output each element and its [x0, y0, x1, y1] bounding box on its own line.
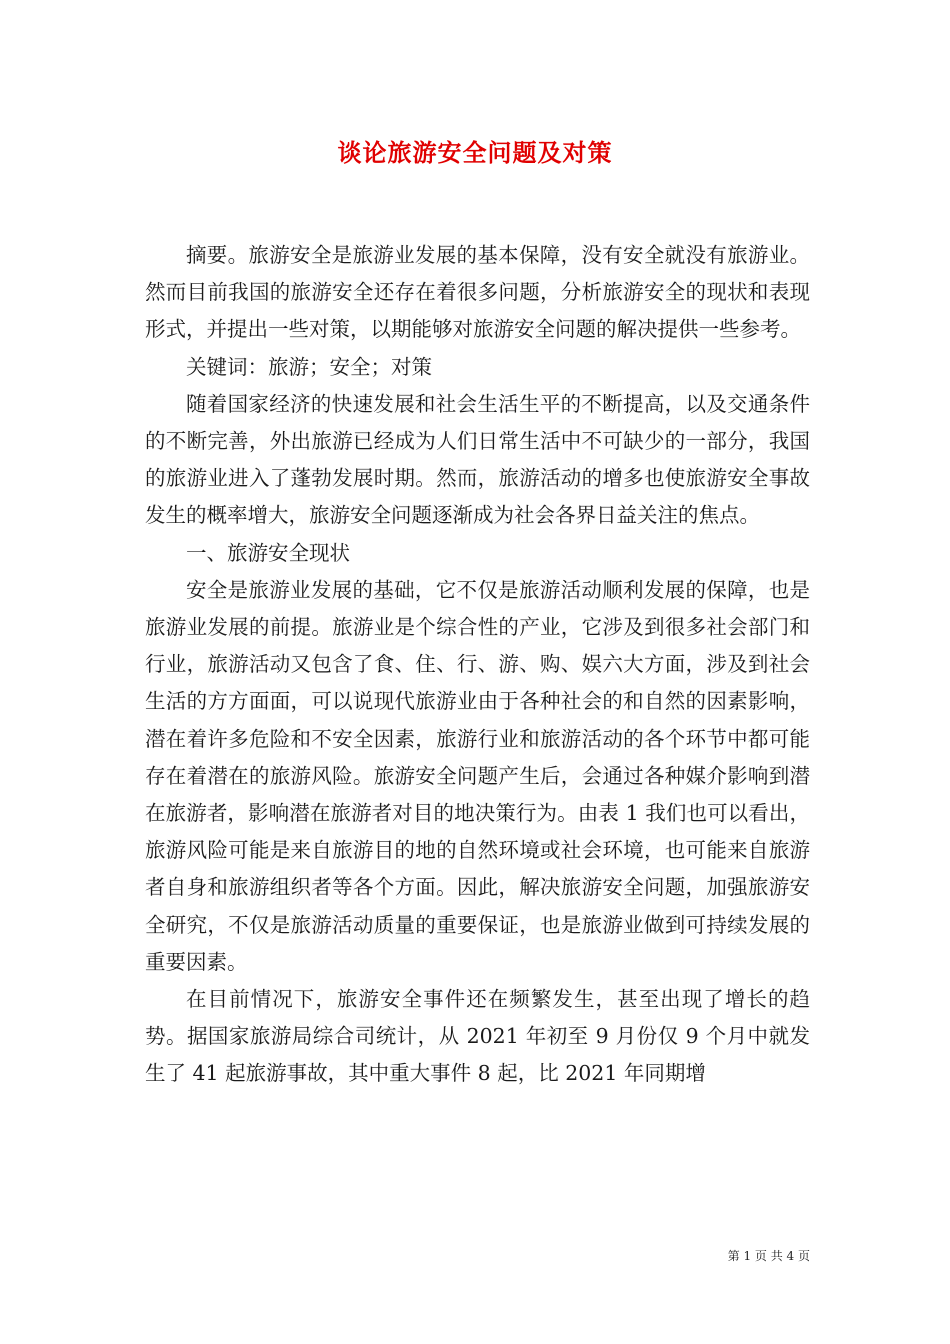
document-body — [145, 237, 810, 1093]
body-paragraph: 在目前情况下，旅游安全事件还在频繁发生，甚至出现了增长的趋势。据国家旅游局综合司统计，从 2021 年初至 9 月份仅 9 个月中就发生了 41 起旅游事故，其中重大事件 8 起，比 2021 年同期增 — [145, 987, 810, 1086]
body-paragraph: 安全是旅游业发展的基础，它不仅是旅游活动顺利发展的保障，也是旅游业发展的前提。旅游业是个综合性的产业，它涉及到很多社会部门和行业，旅游活动又包含了食、住、行、游、购、娱六大方面，涉及到社会生活的方方面面，可以说现代旅游业由于各种社会的和自然的因素影响，潜在着许多危险和不安全因素，旅游行业和旅游活动的各个环节中都可能存在着潜在的旅游风险。旅游安全问题产生后，会通过各种媒介影响到潜在旅游者，影响潜在旅游者对目的地决策行为。由表 1 我们也可以看出，旅游风险可能是来自旅游目的地的自然环境或社会环境，也可能来自旅游者自身和旅游组织者等各个方面。因此，解决旅游安全问题，加强旅游安全研究，不仅是旅游活动质量的重要保证，也是旅游业做到可持续发展的重要因素。 — [145, 577, 810, 974]
page-indicator: 第 1 页 共 4 页 — [727, 1249, 810, 1263]
intro-paragraph: 随着国家经济的快速发展和社会生活生平的不断提高，以及交通条件的不断完善，外出旅游已经成为人们日常生活中不可缺少的一部分，我国的旅游业进入了蓬勃发展时期。然而，旅游活动的增多也使旅游安全事故发生的概率增大，旅游安全问题逐渐成为社会各界日益关注的焦点。 — [145, 391, 810, 528]
section-heading: 一、旅游安全现状 — [186, 540, 350, 565]
keywords-paragraph: 关键词：旅游；安全；对策 — [186, 354, 432, 379]
document-title: 谈论旅游安全问题及对策 — [337, 138, 613, 167]
abstract-paragraph: 摘要。旅游安全是旅游业发展的基本保障，没有安全就没有旅游业。然而目前我国的旅游安全还存在着很多问题，分析旅游安全的现状和表现形式，并提出一些对策，以期能够对旅游安全问题的解决提供一些参考。 — [145, 243, 810, 342]
